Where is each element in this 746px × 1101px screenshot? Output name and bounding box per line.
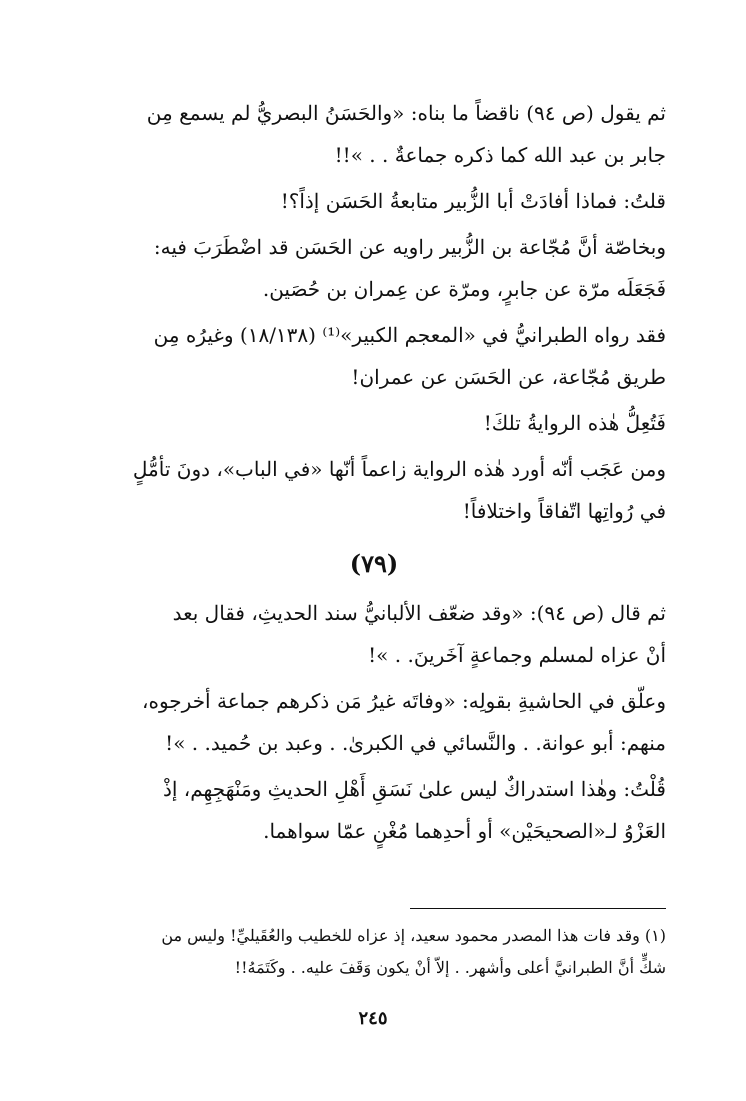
text-line: وبخاصّة أنَّ مُجّاعة بن الزُّبير راويه عن الحَسَن قد اضْطَرَبَ فيه: (153, 235, 666, 259)
text-line: وعلّق في الحاشيةِ بقولِه: «وفاتَه غيرُ مَن ذكرهم جماعة أخرجوه، (142, 689, 666, 713)
footnotes (82, 920, 666, 984)
text-line: ومن عَجَب أنّه أورد هٰذه الرواية زاعماً أنّها «في الباب»، دونَ تأمُّلٍ (132, 457, 666, 481)
text-line: قُلْتُ: وهٰذا استدراكٌ ليس علىٰ نَسَقِ أَهْلِ الحديثِ ومَنْهَجِهِم، إذْ (162, 777, 666, 801)
footnote-line: (١) وقد فات هذا المصدر محمود سعيد، إذ عزاه للخطيب والعُقَيليِّ! وليس من (161, 926, 666, 945)
main-text (82, 92, 666, 852)
text-line: فَجَعَلَه مرّة عن جابرٍ، ومرّة عن عِمران بن حُصَين. (262, 277, 666, 301)
text-line: منهم: أبو عوانة. . والنَّسائي في الكبرىٰ. . وعبد بن حُميد. . »! (165, 731, 666, 755)
text-line: جابر بن عبد الله كما ذكره جماعةٌ . . »!! (334, 143, 666, 167)
text-line: طريق مُجّاعة، عن الحَسَن عن عمران! (351, 365, 666, 389)
text-line: أنْ عزاه لمسلم وجماعةٍ آخَرينَ. . »! (368, 643, 666, 667)
text-line: العَزْوُ لـ«الصحيحَيْن» أو أحدِهما مُغْنٍ عمّا سواهما. (263, 819, 666, 843)
text-line: فقد رواه الطبرانيُّ في «المعجم الكبير»⁽¹⁾ (١٨/١٣٨) وغيرُه مِن (153, 323, 666, 347)
text-line: في رُواتِها اتّفاقاً واختلافاً! (462, 499, 666, 523)
section-heading: (٧٩) (349, 549, 399, 578)
text-line: ثم يقول (ص ٩٤) ناقضاً ما بناه: «والحَسَنُ البصريُّ لم يسمع مِن (146, 101, 666, 125)
text-line: ثم قال (ص ٩٤): «وقد ضعّف الألبانيُّ سند الحديثِ، فقال بعد (172, 601, 666, 625)
page-number: ٢٤٥ (358, 1008, 388, 1029)
text-line: فَتُعِلُّ هٰذه الروايةُ تلكَ! (483, 411, 666, 435)
footnote-line: شكٍّ أنَّ الطبرانيَّ أعلى وأشهر. . إلاّ أنْ يكون وَقَفَ عليه. . وكَتَمَهُ!! (234, 958, 666, 977)
footnote-divider (410, 908, 666, 909)
text-line: قلتُ: فماذا أفادَتْ أبا الزُّبير متابعةُ الحَسَن إذاً؟! (280, 189, 666, 213)
